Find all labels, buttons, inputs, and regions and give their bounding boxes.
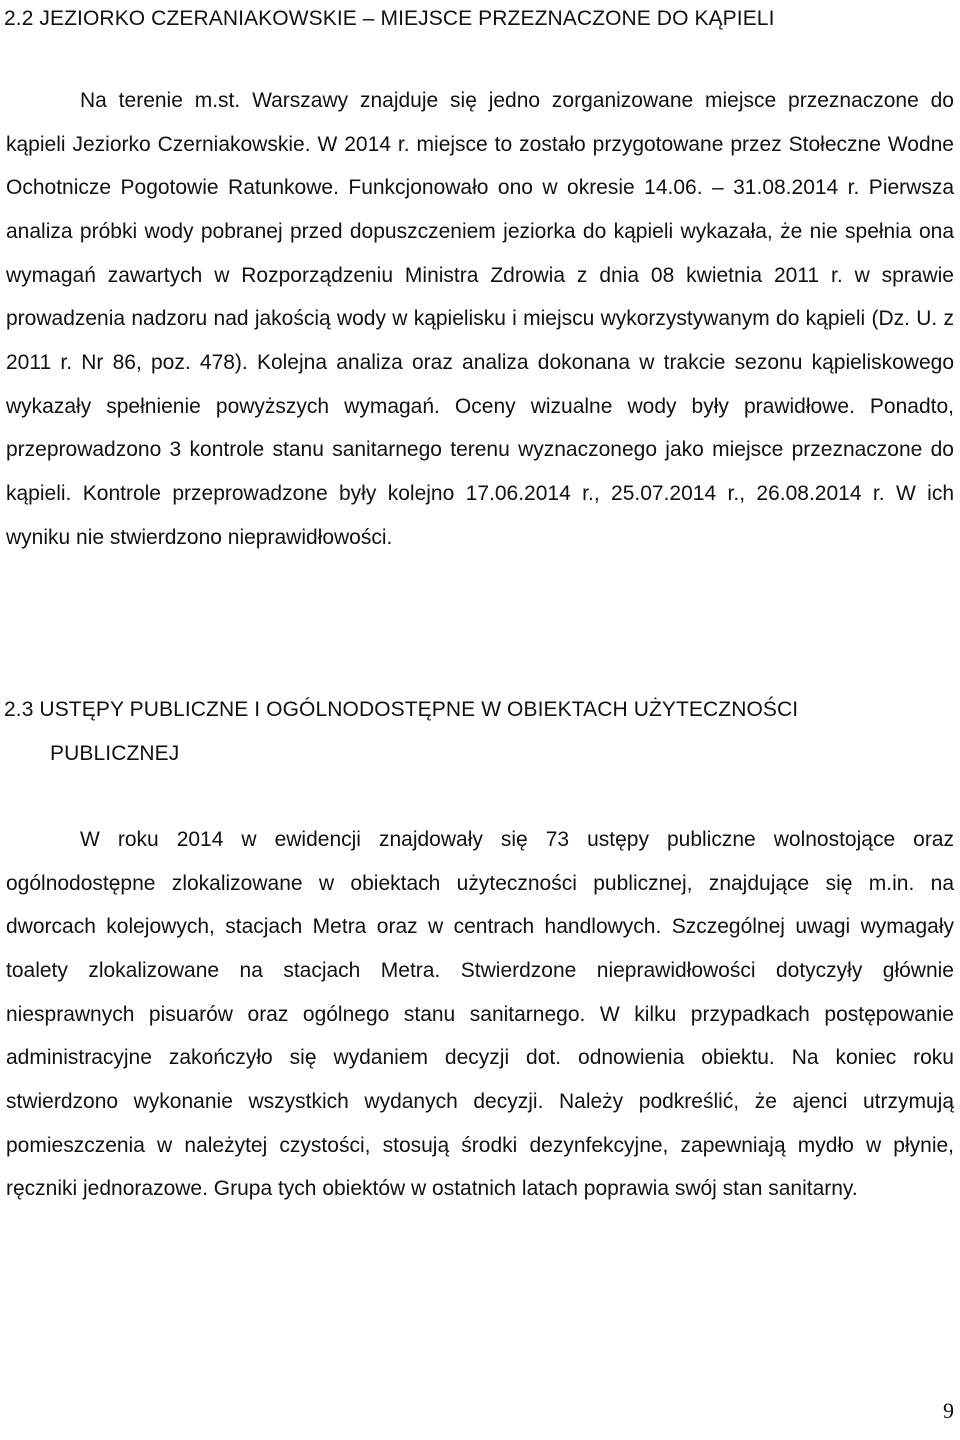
paragraph-ustepy: W roku 2014 w ewidencji znajdowały się 73 ustępy publiczne wolnostojące oraz ogólnodostępne zlokalizowane w obiektach użyteczności publicznej, znajdujące się m.in. na dworcach kolejowych, stacjach Metra oraz w centrach handlowych. Szczególnej uwagi wymagały toalety zlokalizowane na stacjach Metra. Stwierdzone nieprawidłowości dotyczyły głównie niesprawnych pisuarów oraz ogólnego stanu sanitarnego. W kilku przypadkach postępowanie administracyjne zakończyło się wydaniem decyzji dot. odnowienia obiektu. Na koniec roku stwierdzono wykonanie wszystkich wydanych decyzji. Należy podkreślić, że ajenci utrzymują pomieszczenia w należytej czystości, stosują środki dezynfekcyjne, zapewniają mydło w płynie, ręczniki jednorazowe. Grupa tych obiektów w ostatnich latach poprawia swój stan sanitarny. [6,828,954,1201]
page-number: 9 [943,1398,954,1423]
section-heading-ustepy [4,688,954,776]
paragraph-jeziorko: Na terenie m.st. Warszawy znajduje się jedno zorganizowane miejsce przeznaczone do kąpieli Jeziorko Czerniakowskie. W 2014 r. miejsce to zostało przygotowane przez Stołeczne Wodne Ochotnicze Pogotowie Ratunkowe. Funkcjonowało ono w okresie 14.06. – 31.08.2014 r. Pierwsza analiza próbki wody pobranej przed dopuszczeniem jeziorka do kąpieli wykazała, że nie spełnia ona wymagań zawartych w Rozporządzeniu Ministra Zdrowia z dnia 08 kwietnia 2011 r. w sprawie prowadzenia nadzoru nad jakością wody w kąpielisku i miejscu wykorzystywanym do kąpieli (Dz. U. z 2011 r. Nr 86, poz. 478). Kolejna analiza oraz analiza dokonana w trakcie sezonu kąpieliskowego wykazały spełnienie powyższych wymagań. Oceny wizualne wody były prawidłowe. Ponadto, przeprowadzono 3 kontrole stanu sanitarnego terenu wyznaczonego jako miejsce przeznaczone do kąpieli. Kontrole przeprowadzone były kolejno 17.06.2014 r., 25.07.2014 r., 26.08.2014 r. W ich wyniku nie stwierdzono nieprawidłowości. [6,89,954,549]
section-heading-ustepy-line2: PUBLICZNEJ [50,742,180,765]
section-heading-jeziorko: 2.2 JEZIORKO CZERANIAKOWSKIE – MIEJSCE PRZEZNACZONE DO KĄPIELI [4,7,775,30]
section-heading-ustepy-line1: 2.3 USTĘPY PUBLICZNE I OGÓLNODOSTĘPNE W OBIEKTACH UŻYTECZNOŚCI [4,698,799,721]
